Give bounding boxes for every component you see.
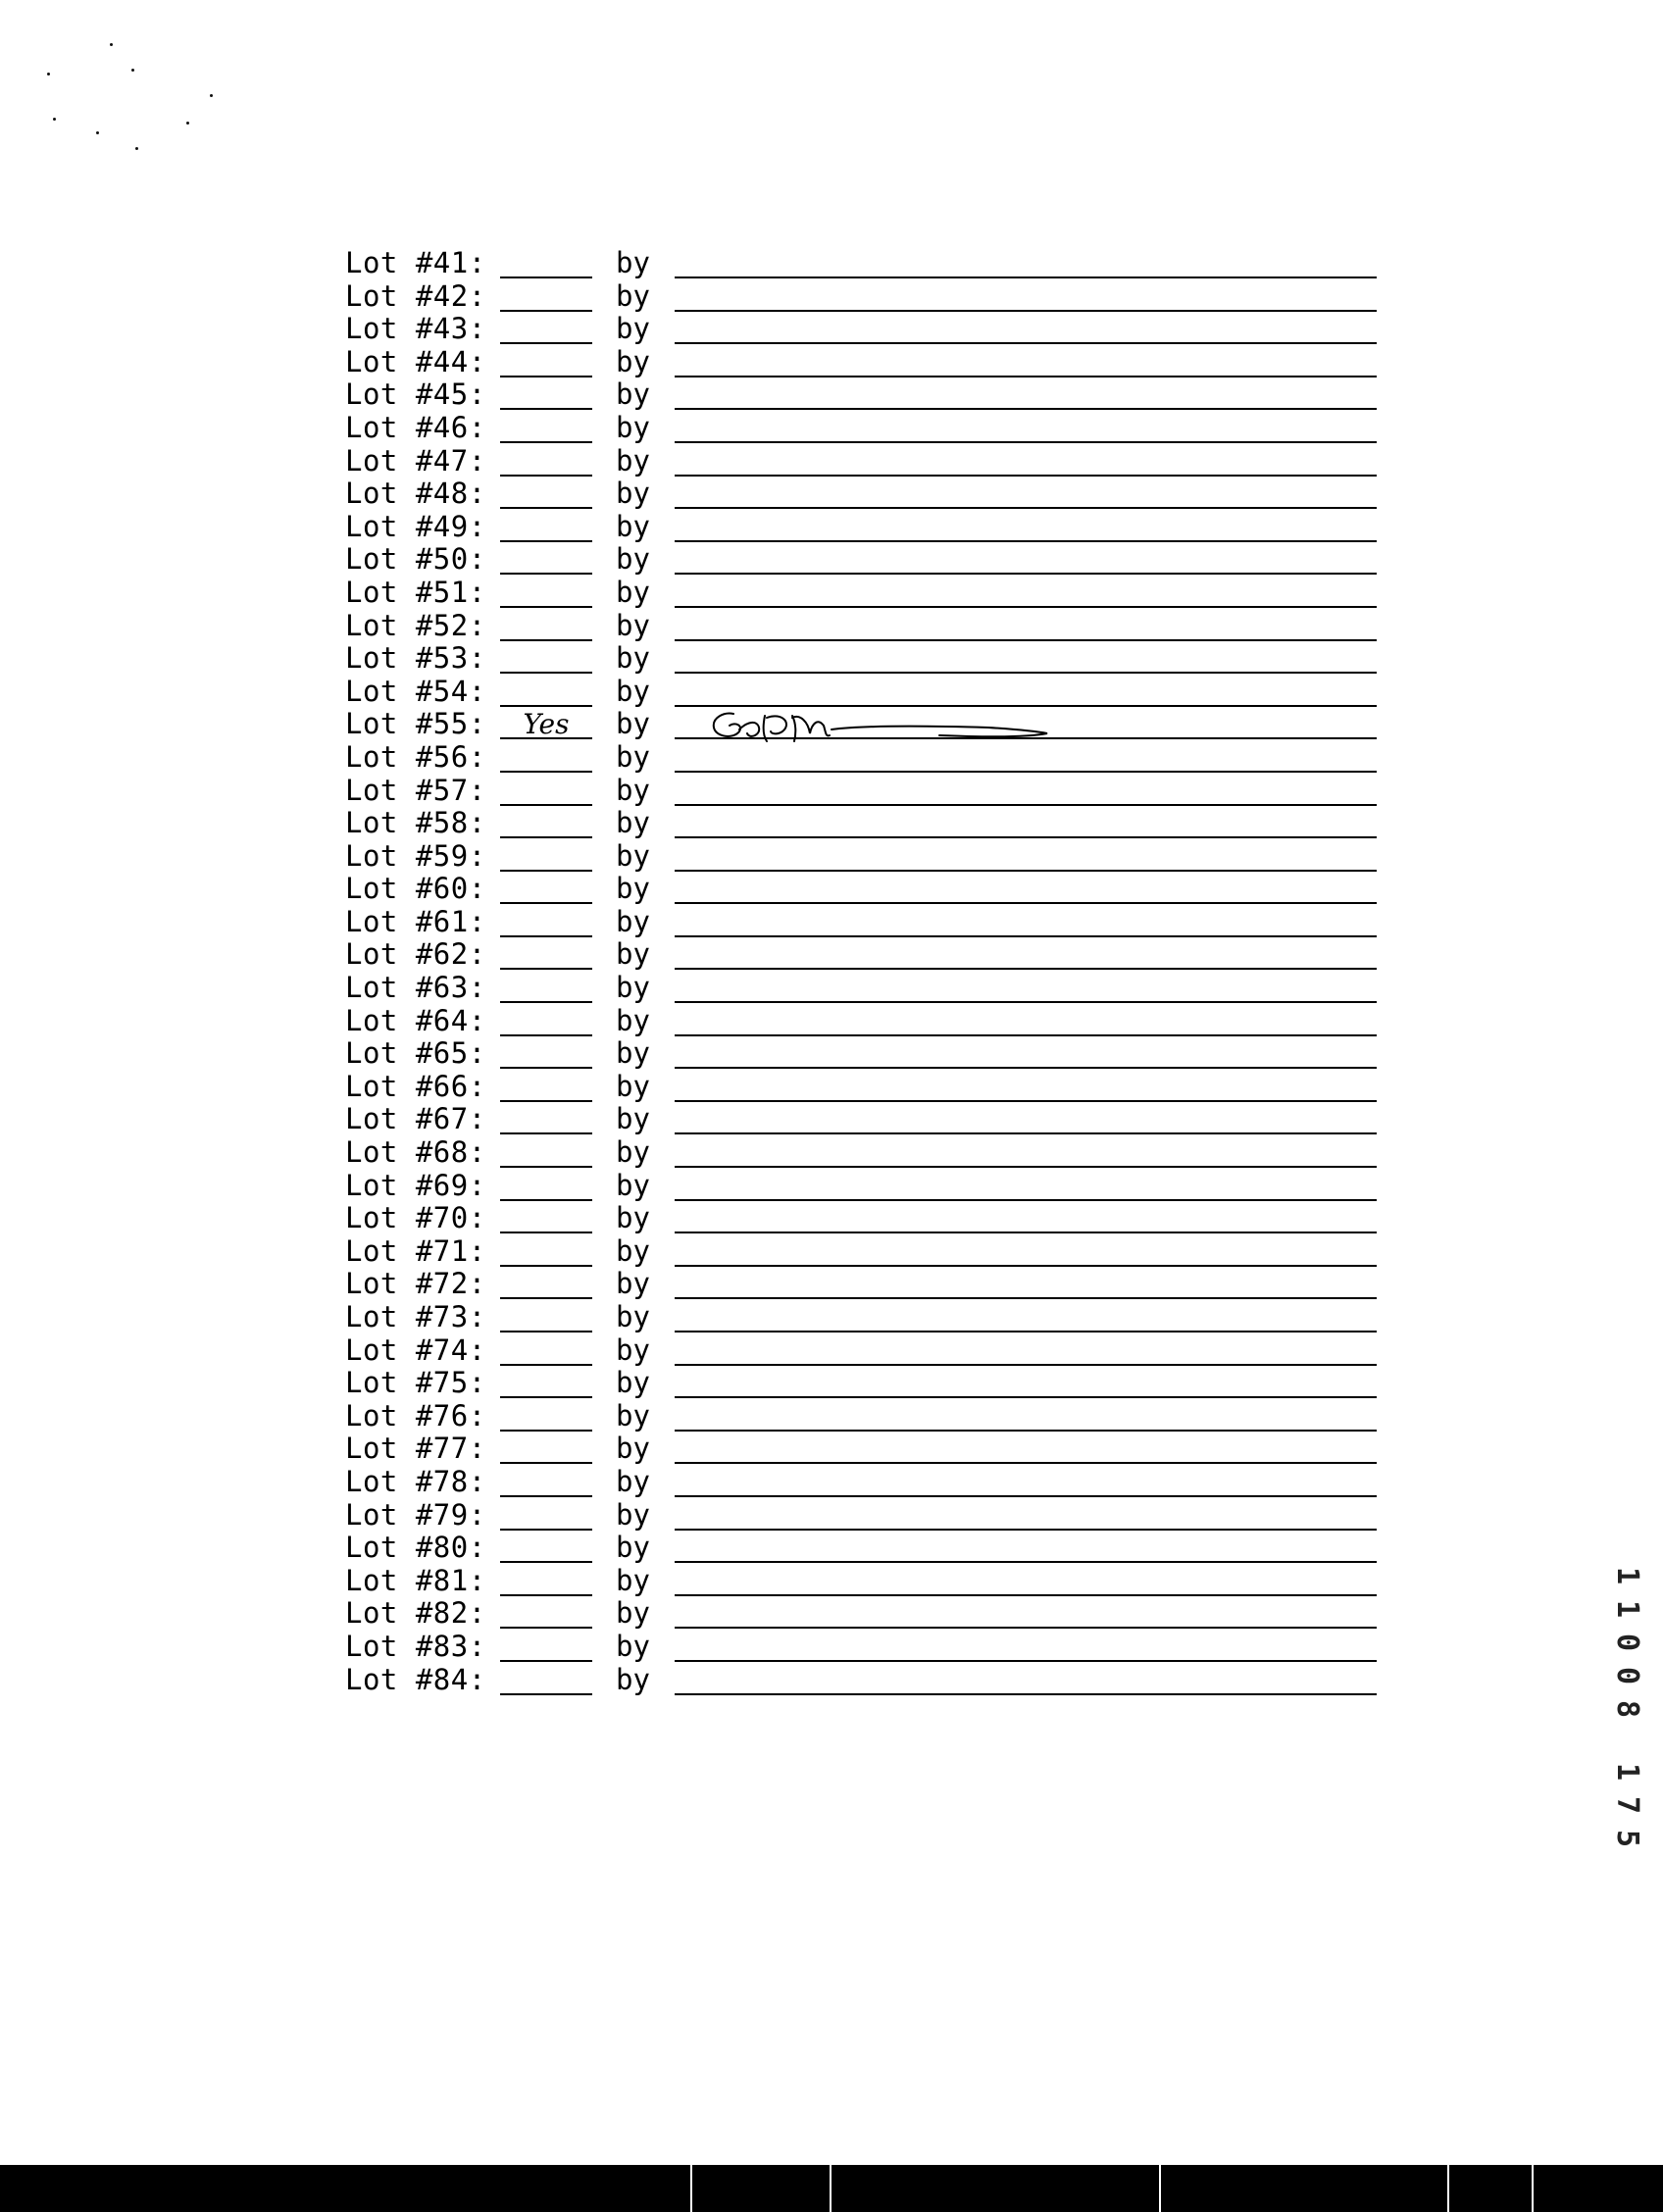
signer-name-field[interactable] [675,1601,1377,1629]
lot-row [345,1664,1385,1697]
lot-answer-field[interactable] [500,1239,592,1267]
lot-label: Lot #63: [345,971,486,1005]
lot-answer-field[interactable] [500,1601,592,1629]
lot-answer-field[interactable] [500,547,592,575]
lot-label: Lot #59: [345,838,486,873]
by-label: by [616,443,650,478]
by-label: by [616,838,650,873]
lot-label: Lot #78: [345,1464,486,1498]
lot-answer-field[interactable] [500,416,592,443]
by-label: by [616,542,650,577]
by-label: by [616,872,650,906]
lot-label: Lot #55: [345,707,486,741]
signer-name-field[interactable] [675,1371,1377,1398]
lot-row [345,1103,1385,1136]
lot-answer-field[interactable]: Yes [500,712,592,739]
lot-label: Lot #81: [345,1563,486,1597]
lot-row [345,807,1385,840]
lot-label: Lot #67: [345,1102,486,1136]
lot-label: Lot #47: [345,443,486,478]
lot-label: Lot #65: [345,1036,486,1071]
lot-row [345,1565,1385,1598]
lot-answer-field[interactable] [500,1404,592,1432]
by-label: by [616,1300,650,1333]
scan-border-gap [1447,2165,1449,2212]
signer-name-field[interactable] [675,811,1377,838]
scan-speck [135,147,138,150]
lot-row [345,938,1385,972]
lot-answer-field[interactable] [500,350,592,377]
scan-speck [131,69,134,72]
stamp-digit: 8 [1610,1699,1644,1719]
lot-row [345,708,1385,741]
signer-name-field[interactable] [675,416,1377,443]
by-label: by [616,1233,650,1268]
lot-row [345,906,1385,939]
by-label: by [616,509,650,543]
scan-speck [47,73,50,75]
lot-answer-field[interactable] [500,382,592,410]
lot-answer-field[interactable] [500,1535,592,1563]
lot-row [345,378,1385,412]
signer-name-field[interactable] [675,547,1377,575]
by-label: by [616,608,650,642]
by-label: by [616,1036,650,1071]
by-label: by [616,1267,650,1301]
lot-answer-field[interactable] [500,679,592,707]
lot-row [345,1268,1385,1301]
lot-label: Lot #74: [345,1332,486,1367]
signer-name-field[interactable] [675,382,1377,410]
lot-label: Lot #54: [345,674,486,708]
signer-name-field[interactable] [675,284,1377,312]
stamp-digit: 5 [1610,1829,1644,1848]
lot-row [345,1532,1385,1565]
lot-answer-field[interactable] [500,449,592,477]
lot-answer-field[interactable] [500,251,592,278]
lot-row [345,775,1385,808]
by-label: by [616,1662,650,1696]
by-label: by [616,1168,650,1202]
signer-name-field[interactable] [675,1075,1377,1102]
lot-row [345,511,1385,544]
signer-name-field[interactable] [675,1009,1377,1036]
lot-row [345,642,1385,676]
lot-row [345,412,1385,445]
by-label: by [616,1596,650,1631]
lot-label: Lot #73: [345,1300,486,1333]
by-label: by [616,971,650,1005]
by-label: by [616,312,650,346]
lot-row [345,346,1385,379]
lot-row [345,610,1385,643]
by-label: by [616,410,650,444]
by-label: by [616,1069,650,1103]
lot-answer-field[interactable] [500,515,592,542]
lot-label: Lot #57: [345,773,486,807]
by-label: by [616,1332,650,1367]
by-label: by [616,937,650,972]
lot-row [345,840,1385,874]
lot-label: Lot #70: [345,1201,486,1235]
signer-name-field[interactable] [675,1239,1377,1267]
stamp-digit: 0 [1610,1633,1644,1652]
scan-speck [53,118,56,121]
lot-row [345,1235,1385,1269]
lot-row [345,1202,1385,1235]
lot-row [345,676,1385,709]
lot-answer-field[interactable] [500,1272,592,1299]
lot-row [345,1301,1385,1334]
lot-row [345,1367,1385,1400]
lot-answer-field[interactable] [500,1668,592,1695]
lot-label: Lot #66: [345,1069,486,1103]
lot-label: Lot #77: [345,1432,486,1466]
lot-answer-field[interactable] [500,1371,592,1398]
by-label: by [616,1531,650,1565]
signer-name-field[interactable] [675,910,1377,937]
lot-label: Lot #45: [345,377,486,412]
lot-form [345,247,1385,1696]
lot-label: Lot #60: [345,872,486,906]
lot-row [345,873,1385,906]
lot-answer-field[interactable] [500,1634,592,1662]
lot-label: Lot #80: [345,1531,486,1565]
lot-answer-field[interactable] [500,942,592,970]
lot-row [345,247,1385,280]
by-label: by [616,1135,650,1170]
lot-answer-field[interactable] [500,779,592,806]
by-label: by [616,1629,650,1663]
lot-label: Lot #41: [345,246,486,279]
lot-answer-field[interactable] [500,1503,592,1531]
lot-row [345,1631,1385,1664]
lot-label: Lot #46: [345,410,486,444]
signer-name-field[interactable] [675,580,1377,608]
lot-label: Lot #68: [345,1135,486,1170]
lot-label: Lot #76: [345,1398,486,1433]
signer-name-field[interactable] [675,1436,1377,1464]
stamp-digit: 1 [1610,1599,1644,1619]
lot-label: Lot #53: [345,641,486,676]
lot-label: Lot #69: [345,1168,486,1202]
by-label: by [616,1003,650,1037]
signer-name-field[interactable] [675,1470,1377,1497]
scan-border-gap [690,2165,692,2212]
bates-stamp [1610,1559,1644,1855]
signer-name-field[interactable] [675,481,1377,509]
stamp-digit: 1 [1610,1566,1644,1585]
by-label: by [616,806,650,840]
lot-label: Lot #56: [345,739,486,774]
lot-answer-field[interactable] [500,1206,592,1233]
lot-label: Lot #82: [345,1596,486,1631]
signer-name-field[interactable] [675,942,1377,970]
signer-name-field[interactable] [675,1041,1377,1069]
lot-label: Lot #52: [345,608,486,642]
signer-name-field[interactable] [675,614,1377,641]
lot-answer-field[interactable] [500,317,592,344]
by-label: by [616,477,650,511]
lot-row [345,1597,1385,1631]
lot-answer-field[interactable] [500,1470,592,1497]
lot-answer-field[interactable] [500,481,592,509]
lot-row [345,280,1385,314]
signer-name-field[interactable] [675,745,1377,773]
lot-label: Lot #58: [345,806,486,840]
signer-name-field[interactable] [675,1668,1377,1695]
signer-name-field[interactable] [675,779,1377,806]
by-label: by [616,344,650,378]
lot-label: Lot #44: [345,344,486,378]
lot-answer-field[interactable] [500,844,592,872]
signer-name-field[interactable] [675,515,1377,542]
by-label: by [616,641,650,676]
by-label: by [616,1497,650,1532]
signer-name-field[interactable] [675,1140,1377,1168]
signer-name-field[interactable] [675,1272,1377,1299]
scan-speck [96,131,99,134]
signer-name-field[interactable] [675,877,1377,904]
lot-row [345,1400,1385,1433]
lot-row [345,577,1385,610]
by-label: by [616,1464,650,1498]
by-label: by [616,278,650,313]
stamp-digit: 0 [1610,1666,1644,1685]
lot-answer-field[interactable] [500,284,592,312]
scan-speck [210,94,213,97]
lot-row [345,543,1385,577]
lot-row [345,1170,1385,1203]
lot-row [345,1071,1385,1104]
lot-label: Lot #62: [345,937,486,972]
lot-label: Lot #48: [345,477,486,511]
by-label: by [616,1563,650,1597]
signer-name-field[interactable] [675,1404,1377,1432]
signer-name-field[interactable] [675,1338,1377,1366]
lot-answer-field[interactable] [500,1305,592,1332]
lot-row [345,1466,1385,1499]
signer-name-field[interactable] [675,976,1377,1003]
signer-name-field[interactable] [675,449,1377,477]
lot-row [345,445,1385,478]
lot-answer-field[interactable] [500,1009,592,1036]
signer-name-field[interactable] [675,1107,1377,1134]
lot-label: Lot #83: [345,1629,486,1663]
lot-answer-field[interactable] [500,1174,592,1201]
signer-name-field[interactable] [675,844,1377,872]
lot-answer-field[interactable] [500,614,592,641]
lot-row [345,741,1385,775]
scan-border-gap [1532,2165,1534,2212]
lot-label: Lot #43: [345,312,486,346]
lot-answer-field[interactable] [500,580,592,608]
signer-name-field[interactable] [675,317,1377,344]
by-label: by [616,773,650,807]
lot-answer-field[interactable] [500,811,592,838]
signer-name-field[interactable] [675,1634,1377,1662]
lot-row [345,1005,1385,1038]
scan-border-gap [1159,2165,1161,2212]
signer-name-field[interactable] [675,646,1377,674]
lot-answer-field[interactable] [500,1140,592,1168]
lot-label: Lot #71: [345,1233,486,1268]
lot-label: Lot #75: [345,1366,486,1400]
stamp-digit: 1 [1610,1762,1644,1782]
by-label: by [616,739,650,774]
lot-label: Lot #64: [345,1003,486,1037]
lot-answer-field[interactable] [500,1569,592,1596]
by-label: by [616,1398,650,1433]
lot-label: Lot #42: [345,278,486,313]
handwritten-signature [694,704,1067,745]
signer-name-field[interactable] [675,251,1377,278]
lot-answer-field[interactable] [500,1436,592,1464]
signer-name-field[interactable] [675,1174,1377,1201]
lot-answer-field[interactable] [500,1041,592,1069]
lot-label: Lot #61: [345,904,486,938]
lot-row [345,1037,1385,1071]
lot-row [345,478,1385,511]
lot-answer-field[interactable] [500,1075,592,1102]
lot-answer-field[interactable] [500,877,592,904]
by-label: by [616,377,650,412]
lot-row [345,1334,1385,1368]
lot-answer-field[interactable] [500,1338,592,1366]
lot-row [345,1136,1385,1170]
lot-label: Lot #49: [345,509,486,543]
lot-answer-field[interactable] [500,910,592,937]
lot-row [345,1433,1385,1466]
by-label: by [616,1102,650,1136]
lot-row [345,972,1385,1005]
by-label: by [616,904,650,938]
by-label: by [616,1366,650,1400]
lot-row [345,1499,1385,1533]
lot-row [345,313,1385,346]
lot-answer-field[interactable] [500,1107,592,1134]
stamp-digit: 7 [1610,1795,1644,1815]
signer-name-field[interactable] [675,1569,1377,1596]
scan-speck [110,43,113,46]
scan-speck [186,122,189,125]
signer-name-field[interactable] [675,1305,1377,1332]
signer-name-field[interactable] [675,712,1377,739]
by-label: by [616,575,650,609]
lot-label: Lot #84: [345,1662,486,1696]
lot-answer-field[interactable] [500,745,592,773]
signer-name-field[interactable] [675,350,1377,377]
signer-name-field[interactable] [675,1206,1377,1233]
lot-label: Lot #51: [345,575,486,609]
by-label: by [616,1432,650,1466]
scan-border-bottom [0,2165,1663,2212]
signer-name-field[interactable] [675,1503,1377,1531]
lot-label: Lot #79: [345,1497,486,1532]
lot-answer-field[interactable] [500,646,592,674]
by-label: by [616,674,650,708]
by-label: by [616,246,650,279]
lot-label: Lot #50: [345,542,486,577]
signer-name-field[interactable] [675,1535,1377,1563]
by-label: by [616,1201,650,1235]
lot-answer-field[interactable] [500,976,592,1003]
by-label: by [616,707,650,741]
signer-name-field[interactable] [675,679,1377,707]
lot-label: Lot #72: [345,1267,486,1301]
scan-border-gap [830,2165,832,2212]
